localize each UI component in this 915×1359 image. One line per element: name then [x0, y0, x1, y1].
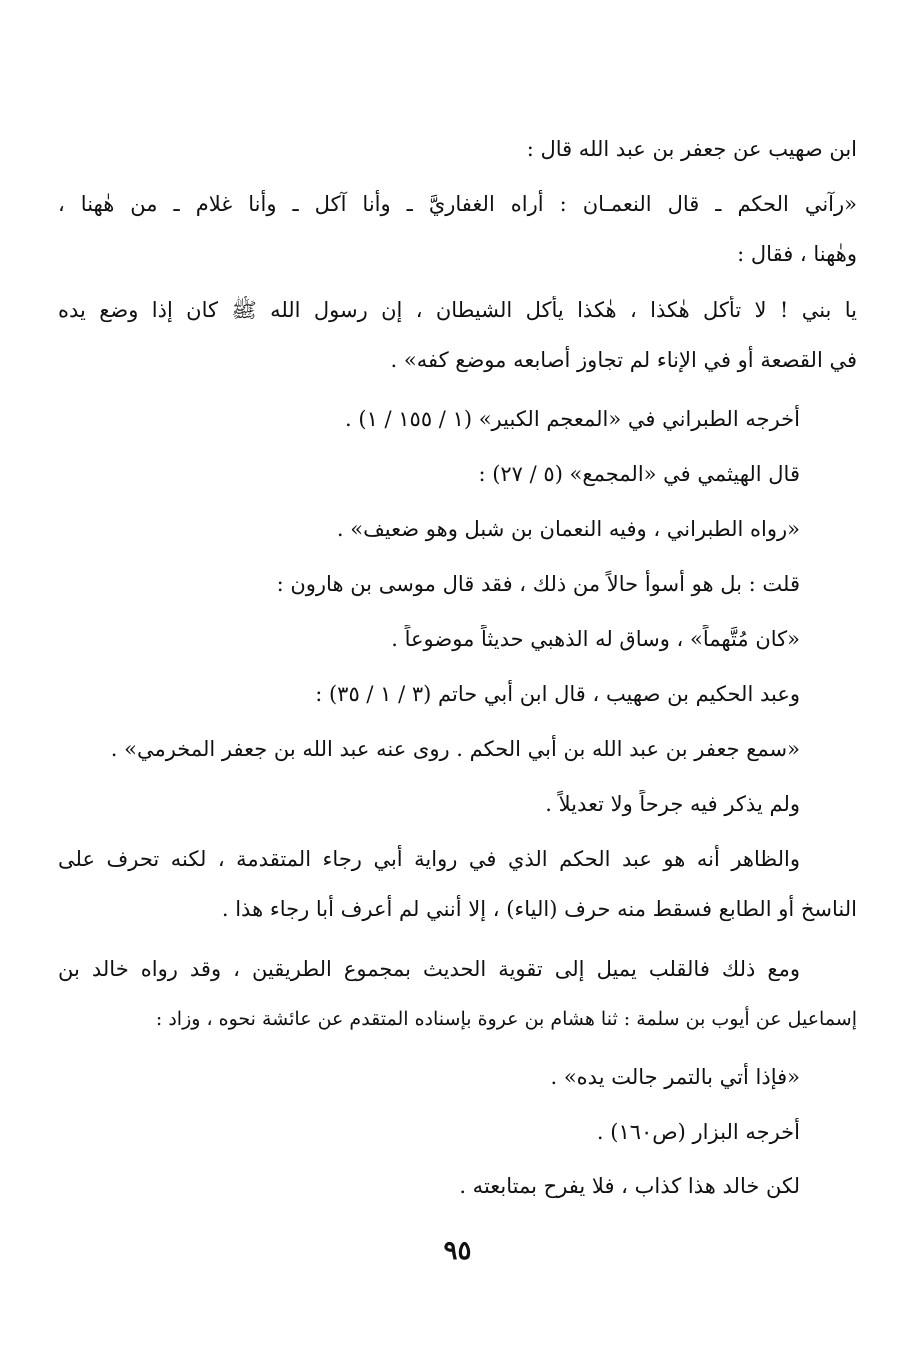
text-line-5: في القصعة أو في الإناء لم تجاوز أصابعه موضع كفه» .: [390, 348, 857, 372]
text-line-20: لكن خالد هذا كذاب ، فلا يفرح بمتابعته .: [459, 1174, 800, 1198]
text-line-11: وعبد الحكيم بن صهيب ، قال ابن أبي حاتم (٣ / ١ / ٣٥) :: [315, 682, 800, 706]
text-line-18: «فإذا أتي بالتمر جالت يده» .: [550, 1065, 800, 1089]
page-number: ٩٥: [443, 1236, 472, 1266]
text-line-19: أخرجه البزار (ص١٦٠) .: [596, 1120, 800, 1144]
text-line-2: «رآني الحكم ـ قال النعمـان : أُراه الغفاريَّ ـ وأنا آكل ـ وأنا غلام ـ من هٰهنا ،: [58, 192, 857, 216]
text-line-6: أخرجه الطبراني في «المعجم الكبير» (١ / ١٥٥ / ١) .: [345, 407, 800, 431]
text-line-9: قلت : بل هو أسوأ حالاً من ذلك ، فقد قال موسى بن هارون :: [276, 572, 800, 596]
text-line-3: وهٰهنا ، فقال :: [737, 242, 857, 266]
text-line-14: والظاهر أنه هو عبد الحكم الذي في رواية أبي رجاء المتقدمة ، لكنه تحرف على: [58, 847, 800, 871]
text-line-12: «سمع جعفر بن عبد الله بن أبي الحكم . روى عنه عبد الله بن جعفر المخرمي» .: [110, 737, 800, 761]
text-line-17: إسماعيل عن أيوب بن سلمة : ثنا هشام بن عروة بإسناده المتقدم عن عائشة نحوه ، وزاد :: [155, 1008, 857, 1030]
text-line-7: قال الهيثمي في «المجمع» (٥ / ٢٧) :: [478, 462, 800, 486]
text-line-10: «كان مُتَّهماً» ، وساق له الذهبي حديثاً موضوعاً .: [391, 627, 800, 651]
text-line-16: ومع ذلك فالقلب يميل إلى تقوية الحديث بمجموع الطريقين ، وقد رواه خالد بن: [58, 957, 800, 981]
text-line-4: يا بني ! لا تأكل هٰكذا ، هٰكذا يأكل الشيطان ، إن رسول الله ﷺ كان إذا وضع يده: [58, 298, 857, 322]
text-line-13: ولم يذكر فيه جرحاً ولا تعديلاً .: [545, 792, 800, 816]
text-line-1: ابن صهيب عن جعفر بن عبد الله قال :: [526, 137, 857, 161]
text-line-15: الناسخ أو الطابع فسقط منه حرف (الياء) ، إلا أنني لم أعرف أبا رجاء هذا .: [221, 897, 857, 921]
text-line-8: «رواه الطبراني ، وفيه النعمان بن شبل وهو ضعيف» .: [336, 517, 800, 541]
